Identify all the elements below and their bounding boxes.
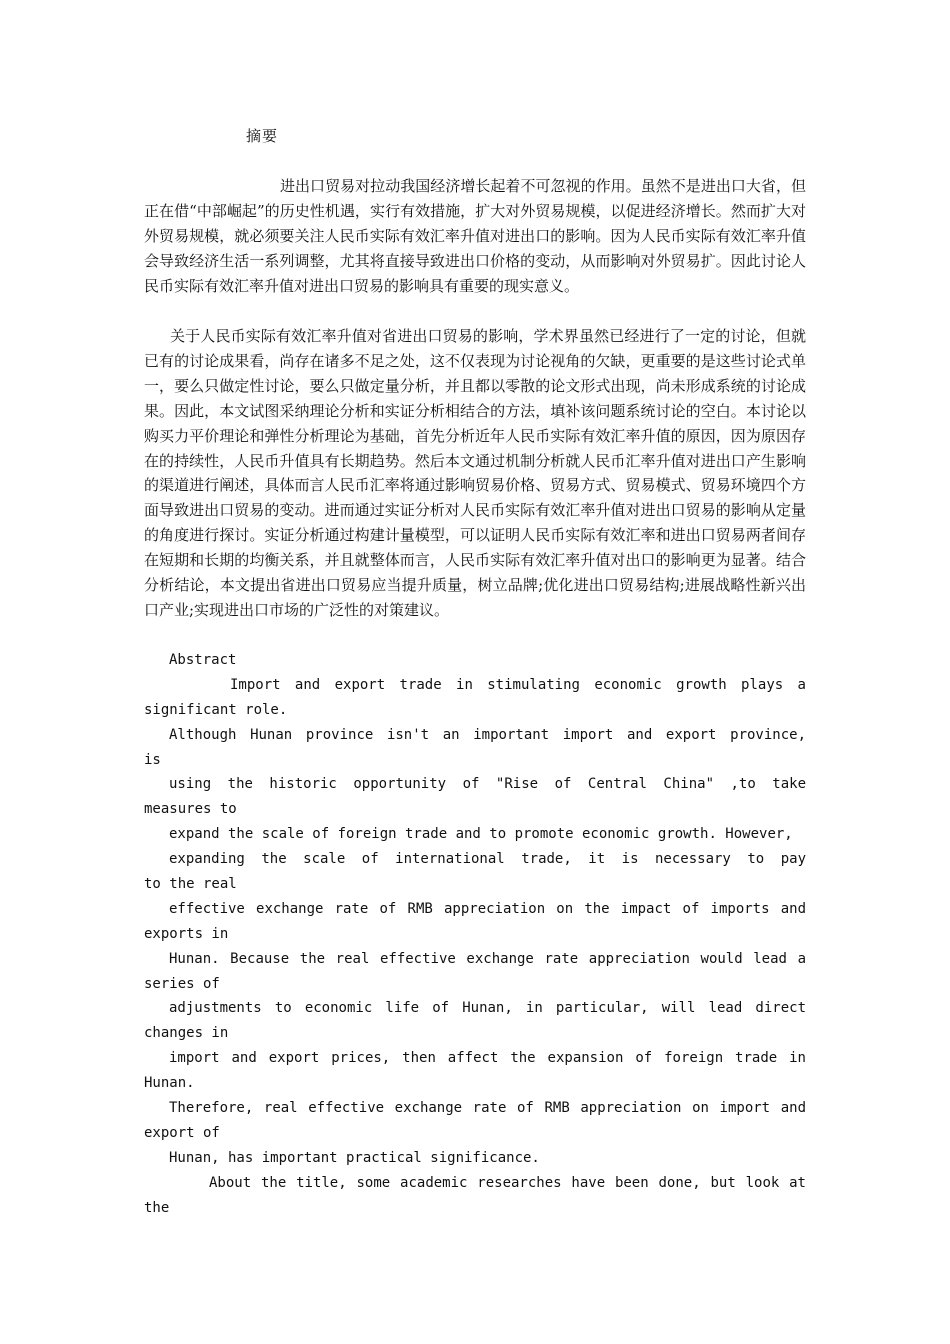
english-line: significant role. — [144, 701, 288, 718]
english-line: export of — [144, 1124, 220, 1141]
english-abstract-heading: Abstract — [169, 652, 237, 668]
english-line: using the historic opportunity of "Rise of Central China" ,to take — [169, 776, 806, 793]
chinese-paragraph-1: 进出口贸易对拉动我国经济增长起着不可忽视的作用。虽然不是进出口大省，但正在借“中部崛起”的历史性机遇，实行有效措施，扩大对外贸易规模，以促进经济增长。然而扩大对外贸易规模，就必须要关注人民币实际有效汇率升值对进出口的影响。因为人民币实际有效汇率升值会导致经济生活一系列调整，尤其将直接导致进出口价格的变动，从而影响对外贸易扩。因此讨论人民币实际有效汇率升值对进出口贸易的影响具有重要的现实意义。 — [144, 177, 806, 295]
chinese-paragraph-2: 关于人民币实际有效汇率升值对省进出口贸易的影响，学术界虽然已经进行了一定的讨论，但就已有的讨论成果看，尚存在诸多不足之处，这不仅表现为讨论视角的欠缺，更重要的是这些讨论式单一，要么只做定性讨论，要么只做定量分析，并且都以零散的论文形式出现，尚未形成系统的讨论成果。因此，本文试图采纳理论分析和实证分析相结合的方法，填补该问题系统讨论的空白。本讨论以购买力平价理论和弹性分析理论为基础，首先分析近年人民币实际有效汇率升值的原因，因为原因存在的持续性，人民币升值具有长期趋势。然后本文通过机制分析就人民币汇率升值对进出口产生影响的渠道进行阐述，具体而言人民币汇率将通过影响贸易价格、贸易方式、贸易模式、贸易环境四个方面导致进出口贸易的变动。进而通过实证分析对人民币实际有效汇率升值对进出口贸易的影响从定量的角度进行探讨。实证分析通过构建计量模型，可以证明人民币实际有效汇率和进出口贸易两者间存在短期和长期的均衡关系，并且就整体而言，人民币实际有效汇率升值对出口的影响更为显著。结合分析结论，本文提出省进出口贸易应当提升质量，树立品牌;优化进出口贸易结构;进展战略性新兴出口产业;实现进出口市场的广泛性的对策建议。 — [144, 327, 806, 619]
english-line: Hunan, has important practical significance. — [169, 1149, 540, 1166]
english-line: import and export prices, then affect the expansion of foreign trade in — [169, 1050, 806, 1067]
english-abstract — [144, 648, 806, 1220]
abstract-title-zh: 摘要 — [246, 127, 279, 145]
english-line: Therefore, real effective exchange rate of RMB appreciation on import and — [169, 1100, 806, 1117]
english-line: exports in — [144, 925, 229, 942]
english-line: measures to — [144, 801, 237, 818]
english-line: About the title, some academic researches have been done, but look at — [209, 1174, 806, 1191]
english-line: the — [144, 1199, 170, 1216]
english-line: Import and export trade in stimulating economic growth plays a — [230, 676, 806, 693]
english-line: changes in — [144, 1025, 229, 1042]
english-line: effective exchange rate of RMB appreciation on the impact of imports and — [169, 900, 806, 917]
english-line: is — [144, 751, 161, 768]
english-line: to the real — [144, 876, 237, 893]
english-line: expand the scale of foreign trade and to promote economic growth. However, — [169, 826, 793, 843]
english-line: Although Hunan province isn't an important import and export province, — [169, 726, 806, 743]
english-line: expanding the scale of international trade, it is necessary to pay — [169, 851, 806, 868]
english-line: series of — [144, 975, 220, 992]
english-line: Hunan. — [144, 1075, 195, 1092]
english-line: Hunan. Because the real effective exchange rate appreciation would lead a — [169, 950, 806, 967]
english-line: adjustments to economic life of Hunan, in particular, will lead direct — [169, 1000, 806, 1017]
